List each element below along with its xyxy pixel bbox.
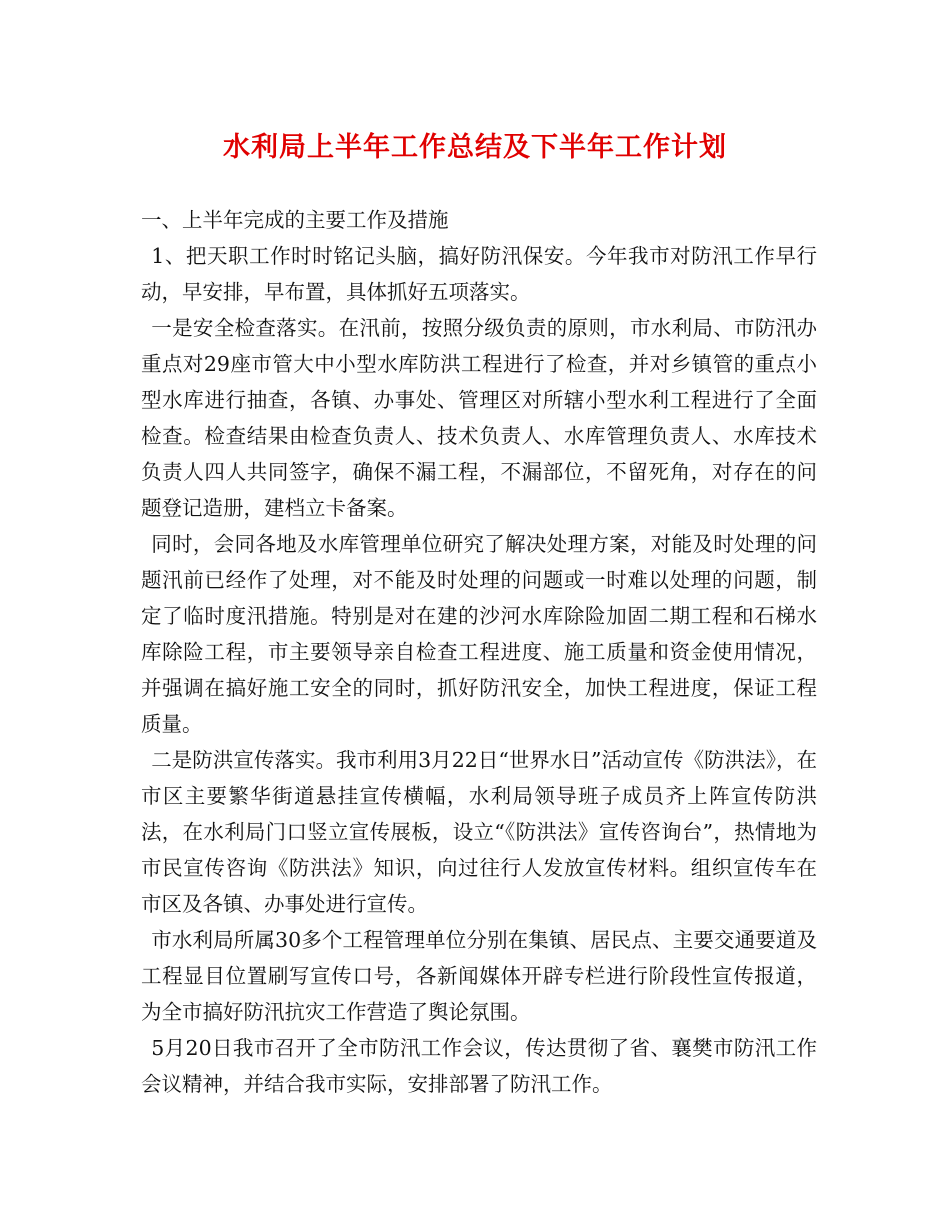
paragraph-5: 市水利局所属30多个工程管理单位分别在集镇、居民点、主要交通要道及工程显目位置刷写宣传口号，各新闻媒体开辟专栏进行阶段性宣传报道，为全市搞好防汛抗灾工作营造了舆论氛围。 [141, 928, 817, 1024]
paragraph-1: 1、把天职工作时时铭记头脑，搞好防汛保安。今年我市对防汛工作早行动，早安排，早布置，具体抓好五项落实。 [141, 244, 817, 304]
document-title: 水利局上半年工作总结及下半年工作计划 [223, 132, 727, 163]
paragraph-6: 5月20日我市召开了全市防汛工作会议，传达贯彻了省、襄樊市防汛工作会议精神，并结合我市实际，安排部署了防汛工作。 [141, 1036, 817, 1096]
document-body [141, 202, 817, 1102]
paragraph-3: 同时，会同各地及水库管理单位研究了解决处理方案，对能及时处理的问题汛前已经作了处理，对不能及时处理的问题或一时难以处理的问题，制定了临时度汛措施。特别是对在建的沙河水库除险加固二期工程和石梯水库除险工程，市主要领导亲自检查工程进度、施工质量和资金使用情况，并强调在搞好施工安全的同时，抓好防汛安全，加快工程进度，保证工程质量。 [141, 532, 817, 736]
paragraph-4: 二是防洪宣传落实。我市利用3月22日“世界水日”活动宣传《防洪法》，在市区主要繁华街道悬挂宣传横幅，水利局领导班子成员齐上阵宣传防洪法，在水利局门口竖立宣传展板，设立“《防洪法》宣传咨询台”，热情地为市民宣传咨询《防洪法》知识，向过往行人发放宣传材料。组织宣传车在市区及各镇、办事处进行宣传。 [141, 748, 817, 916]
section-heading: 一、上半年完成的主要工作及措施 [141, 208, 449, 232]
paragraph-2: 一是安全检查落实。在汛前，按照分级负责的原则，市水利局、市防汛办重点对29座市管大中小型水库防洪工程进行了检查，并对乡镇管的重点小型水库进行抽查，各镇、办事处、管理区对所辖小型水利工程进行了全面检查。检查结果由检查负责人、技术负责人、水库管理负责人、水库技术负责人四人共同签字，确保不漏工程，不漏部位，不留死角，对存在的问题登记造册，建档立卡备案。 [141, 316, 817, 520]
